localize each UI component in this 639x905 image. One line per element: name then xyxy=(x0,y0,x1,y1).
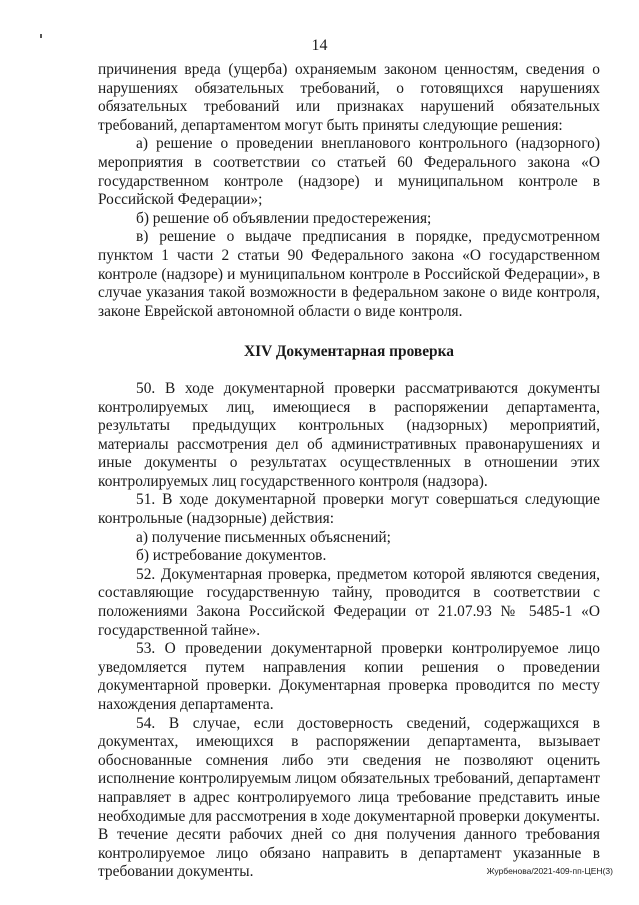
document-body xyxy=(98,61,600,882)
footer-document-code: Журбенова/2021-409-пп-ЦЕН(3) xyxy=(486,866,613,876)
paragraph-50: 50. В ходе документарной проверки рассматриваются документы контролируемых лиц, имеющиеся в распоряжении департамента, результаты предыдущих контрольных (надзорных) мероприятий, материалы рассмотрения дел об административных правонарушениях и иные документы о результатах осуществленных в отношении этих контролируемых лиц государственного контроля (надзора). xyxy=(98,379,600,490)
paragraph-continuation: причинения вреда (ущерба) охраняемым законом ценностям, сведения о нарушениях обязательных требований, о готовящихся нарушениях обязательных требований или признаках нарушений обязательных требований, департаментом могут быть приняты следующие решения: xyxy=(98,61,600,134)
paragraph-decision-v: в) решение о выдаче предписания в порядке, предусмотренном пунктом 1 части 2 статьи 90 Федерального закона «О государственном контроле (надзоре) и муниципальном контроле в Российской Федерации», в случае указания такой возможности в федеральном законе о виде контроля, законе Еврейской автономной области о виде контроля. xyxy=(98,228,600,320)
page-number: 14 xyxy=(311,37,328,54)
paragraph-decision-b: б) решение об объявлении предостережения; xyxy=(136,209,432,227)
paragraph-51-b: б) истребование документов. xyxy=(136,547,327,565)
paragraph-54: 54. В случае, если достоверность сведений, содержащихся в документах, имеющихся в распоряжении департамента, вызывает обоснованные сомнения либо эти сведения не позволяют оценить исполнение контролируемым лицом обязательных требований, департамент направляет в адрес контролируемого лица требование представить иные необходимые для рассмотрения в ходе документарной проверки документы. В течение десяти рабочих дней со дня получения данного требования контролируемое лицо обязано направить в департамент указанные в требовании документы. xyxy=(98,714,600,881)
paragraph-53: 53. О проведении документарной проверки контролируемое лицо уведомляется путем направления копии решения о проведении документарной проверки. Документарная проверка проводится по месту нахождения департамента. xyxy=(98,640,600,713)
paragraph-52: 52. Документарная проверка, предметом которой являются сведения, составляющие государственную тайну, проводится в соответствии с положениями Закона Российской Федерации от 21.07.93 № 5485-1 «О государственной тайне». xyxy=(98,565,600,639)
paragraph-51: 51. В ходе документарной проверки могут совершаться следующие контрольные (надзорные) действия: xyxy=(98,491,600,528)
paragraph-decision-a: а) решение о проведении внепланового контрольного (надзорного) мероприятия в соответствии со статьей 60 Федерального закона «О государственном контроле (надзоре) и муниципальном контроле в Российской Федерации»; xyxy=(98,135,600,209)
paragraph-51-a: а) получение письменных объяснений; xyxy=(136,528,391,546)
section-heading: XIV Документарная проверка xyxy=(244,343,454,361)
